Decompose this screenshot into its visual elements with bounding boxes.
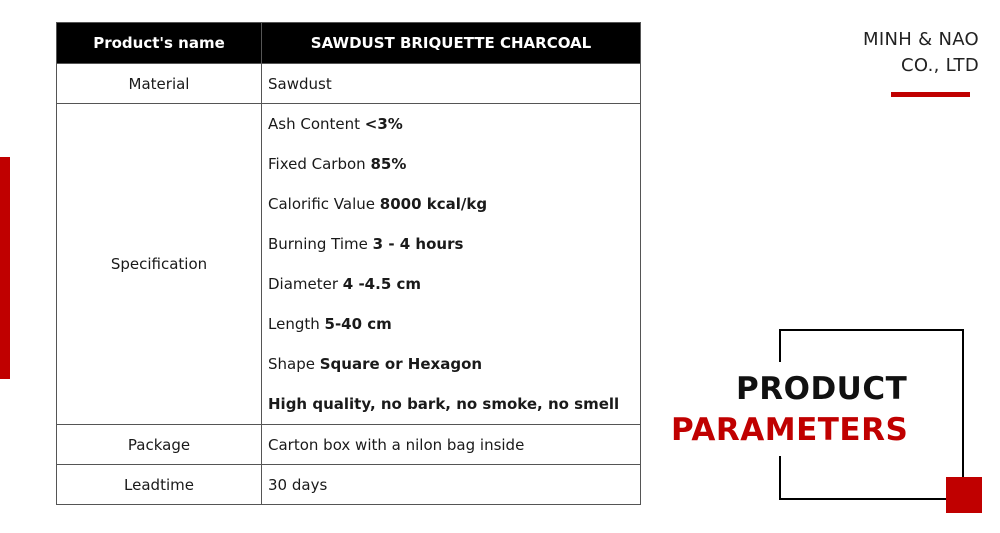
product-parameters-table bbox=[56, 22, 641, 505]
accent-square bbox=[946, 477, 982, 513]
table-row-leadtime bbox=[57, 465, 641, 505]
heading-frame-left-bottom bbox=[779, 456, 781, 500]
spec-item-length: Length 5-40 cm bbox=[268, 315, 392, 333]
leadtime-label: Leadtime bbox=[57, 465, 262, 505]
heading-parameters: PARAMETERS bbox=[671, 412, 909, 448]
header-product-value: SAWDUST BRIQUETTE CHARCOAL bbox=[262, 23, 641, 64]
package-label: Package bbox=[57, 425, 262, 465]
spec-item-ash-content: Ash Content <3% bbox=[268, 115, 403, 133]
left-accent-bar bbox=[0, 157, 10, 379]
specification-list bbox=[262, 104, 641, 425]
spec-item-fixed-carbon: Fixed Carbon 85% bbox=[268, 155, 407, 173]
spec-item-diameter: Diameter 4 -4.5 cm bbox=[268, 275, 421, 293]
company-name bbox=[863, 27, 979, 79]
spec-item-quality: High quality, no bark, no smoke, no smell bbox=[268, 395, 620, 413]
specification-label: Specification bbox=[57, 104, 262, 425]
spec-item-burning-time: Burning Time 3 - 4 hours bbox=[268, 235, 464, 253]
package-value: Carton box with a nilon bag inside bbox=[262, 425, 641, 465]
spec-item-calorific-value: Calorific Value 8000 kcal/kg bbox=[268, 195, 488, 213]
heading-product: PRODUCT bbox=[736, 371, 908, 407]
spec-item-shape: Shape Square or Hexagon bbox=[268, 355, 483, 373]
heading-frame-left-top bbox=[779, 329, 781, 362]
leadtime-value: 30 days bbox=[262, 465, 641, 505]
header-product-name: Product's name bbox=[57, 23, 262, 64]
table-header-row bbox=[57, 23, 641, 64]
brand-underline bbox=[891, 92, 970, 97]
table-row-material bbox=[57, 64, 641, 104]
company-name-line1: MINH & NAO bbox=[863, 29, 979, 50]
table-row-package bbox=[57, 425, 641, 465]
material-value: Sawdust bbox=[262, 64, 641, 104]
table-row-specification bbox=[57, 104, 641, 425]
company-name-line2: CO., LTD bbox=[901, 55, 979, 76]
material-label: Material bbox=[57, 64, 262, 104]
